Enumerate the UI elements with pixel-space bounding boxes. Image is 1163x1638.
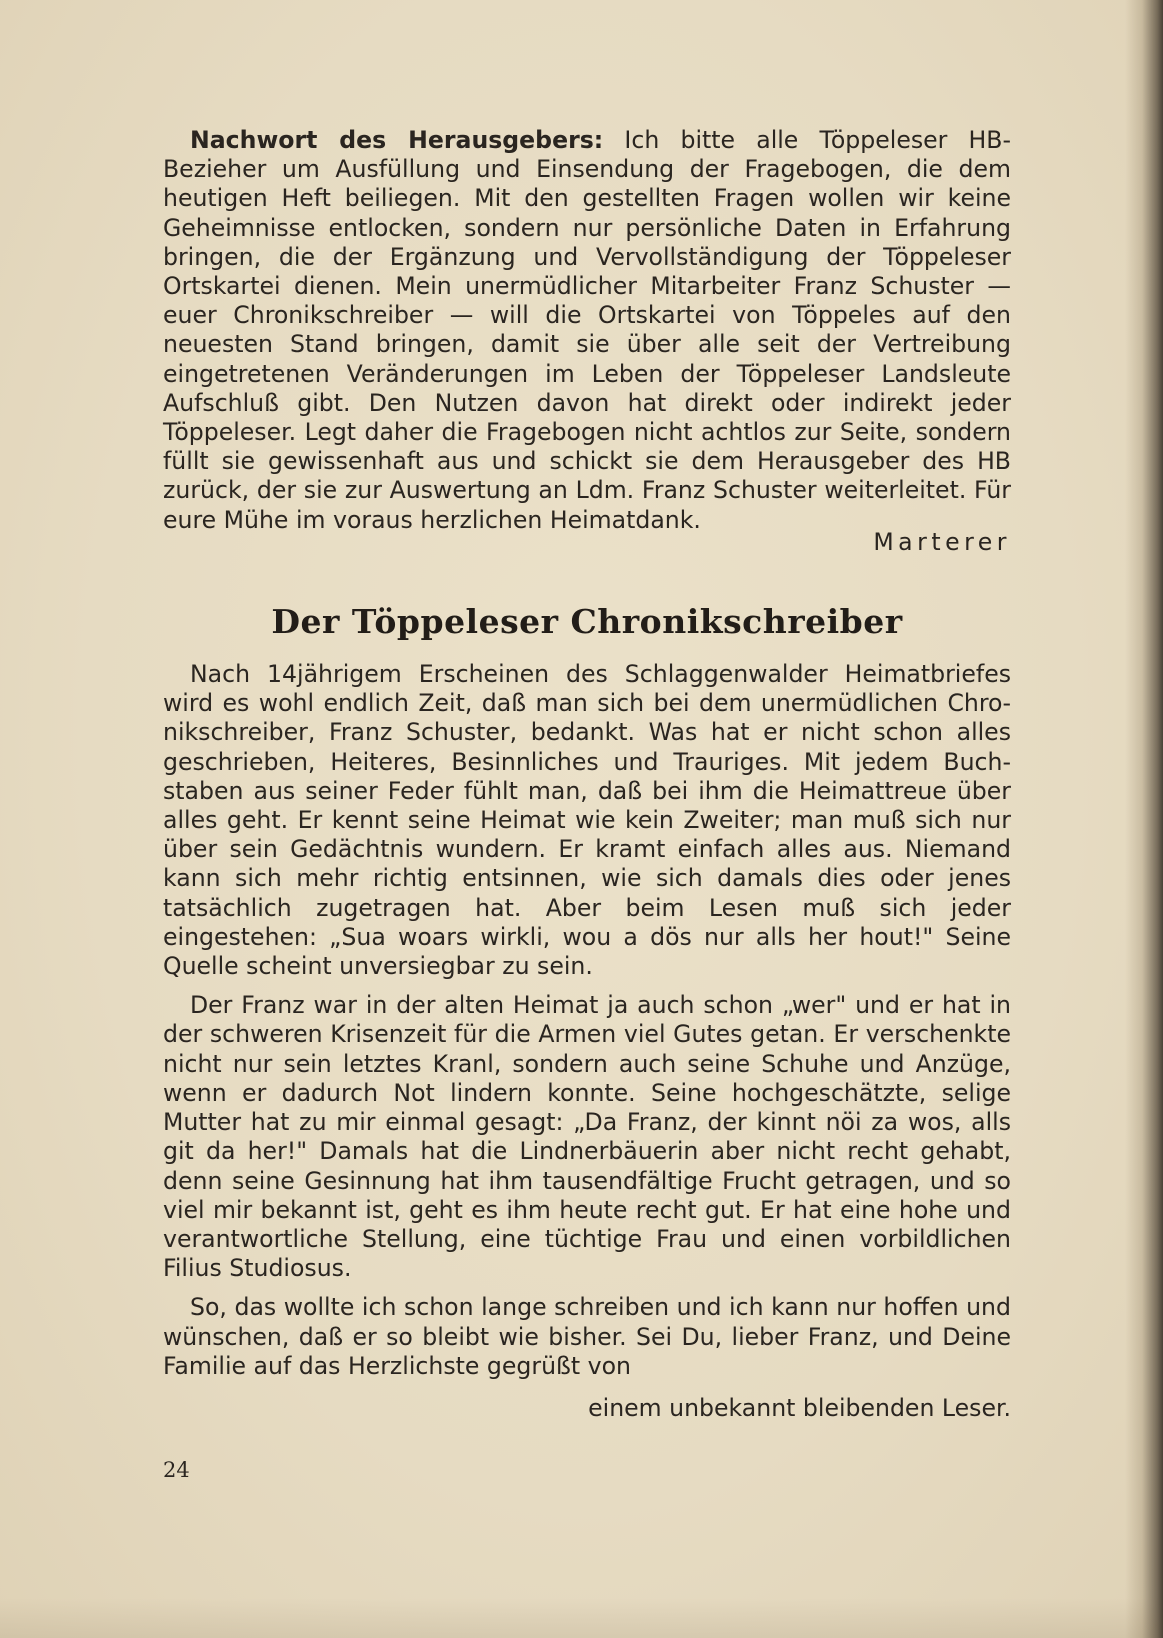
binding-shadow xyxy=(1125,0,1163,1638)
article-closing: einem unbekannt bleibenden Leser. xyxy=(588,1393,1011,1422)
article-title: Der Töppeleser Chronikschreiber xyxy=(271,602,903,642)
bottom-shade xyxy=(0,1598,1163,1638)
afterword-signature: Marterer xyxy=(873,527,1011,556)
article-paragraph-3: So, das wollte ich schon lange schreiben und ich kann nur hoffen und wünschen, daß er so bleibt wie bisher. Sei Du, lieber Franz, und Deine Familie auf das Herzlichste gegrüßt von xyxy=(163,1293,1011,1380)
page-number: 24 xyxy=(163,1458,190,1482)
article-paragraph-1: Nach 14jährigem Erscheinen des Schlaggenwalder Heimatbriefes wird es wohl endlich Zeit, daß man sich bei dem unermüdlichen Chronikschreiber, Franz Schuster, bedankt. Was hat er nicht schon alles geschrieben, Heiteres, Besinnliches und Trauriges. Mit jedem Buchstaben aus seiner Feder fühlt man, daß bei ihm die Heimattreue über alles geht. Er kennt seine Heimat wie kein Zweiter; man muß sich nur über sein Gedächtnis wundern. Er kramt einfach alles aus. Niemand kann sich mehr richtig entsinnen, wie sich damals dies oder jenes tatsächlich zugetragen hat. Aber beim Lesen muß sich jeder eingestehen: „Sua woars wirkli, wou a dös nur alls her hout!" Seine Quelle scheint unversiegbar zu sein. xyxy=(163,660,1011,981)
article-paragraph-2: Der Franz war in der alten Heimat ja auch schon „wer" und er hat in der schweren Krisenzeit für die Armen viel Gutes getan. Er verschenkte nicht nur sein letztes Kranl, sondern auch seine Schuhe und Anzüge, wenn er dadurch Not lindern konnte. Seine hochgeschätzte, selige Mutter hat zu mir einmal gesagt: „Da Franz, der kinnt nöi za wos, alls git da her!" Damals hat die Lindnerbäuerin aber nicht recht gehabt, denn seine Gesinnung hat ihm tausendfältige Frucht getragen, und so viel mir bekannt ist, geht es ihm heute recht gut. Er hat eine hohe und verantwortliche Stellung, eine tüchtige Frau und einen vorbildlichen Filius Studiosus. xyxy=(163,991,1011,1283)
afterword-lead: Nachwort des Herausgebers: xyxy=(190,126,604,154)
text-column xyxy=(163,126,1011,1423)
afterword-paragraph xyxy=(163,126,1011,535)
afterword-body: Ich bitte alle Töppeleser HB-Bezieher um Ausfüllung und Einsendung der Fragebogen, die dem heutigen Heft beiliegen. Mit den gestellten Fragen wollen wir keine Geheimnisse entlocken, sondern nur persönliche Daten in Erfahrung bringen, die der Ergänzung und Vervollständigung der Töppeleser Ortskartei dienen. Mein unermüdlicher Mitarbeiter Franz Schuster — euer Chronikschreiber — will die Ortskartei von Töppeles auf den neuesten Stand bringen, damit sie über alle seit der Vertreibung eingetretenen Veränderungen im Leben der Töppeleser Landsleute Aufschluß gibt. Den Nutzen davon hat direkt oder indirekt jeder Töppeleser. Legt daher die Fragebogen nicht achtlos zur Seite, sondern füllt sie gewissenhaft aus und schickt sie dem Herausgeber des HB zurück, der sie zur Auswertung an Ldm. Franz Schuster weiterleitet. Für eure Mühe im voraus herzlichen Heimatdank. xyxy=(163,126,1011,534)
